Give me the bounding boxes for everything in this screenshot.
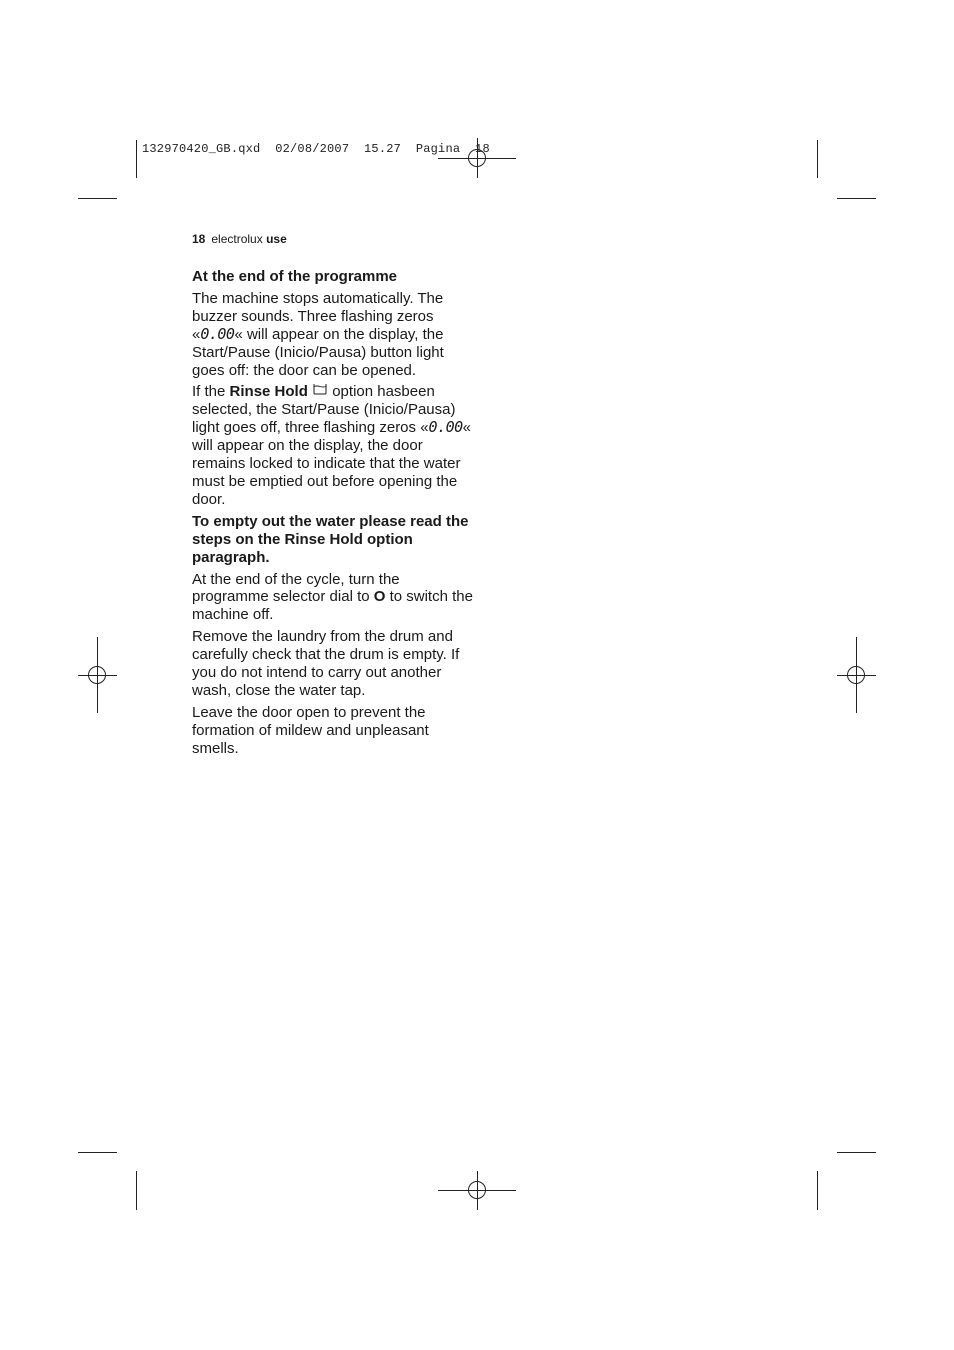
paragraph-end-of-programme (192, 290, 474, 380)
crop-mark-bottom-right-vertical (817, 1171, 818, 1210)
print-slug: 132970420_GB.qxd 02/08/2007 15.27 Pagina 18 (142, 142, 490, 156)
text-column (192, 268, 474, 762)
paragraph-remove-laundry: Remove the laundry from the drum and carefully check that the drum is empty. If you do not intend to carry out another wash, close the water tap. (192, 628, 460, 699)
crop-mark-bottom-left-vertical (136, 1171, 137, 1210)
text-fragment: to switch the machine off. (192, 588, 473, 624)
crop-mark-bottom-left-horizontal (78, 1152, 117, 1153)
paragraph-leave-door-open: Leave the door open to prevent the formation of mildew and unpleasant smells. (192, 703, 429, 757)
registration-circle-left (88, 666, 106, 684)
text-fragment: « will appear on the display, the door remains locked to indicate that the water must be emptied out before opening the door. (192, 419, 472, 508)
crop-mark-top-right-horizontal (837, 198, 876, 199)
section-heading: At the end of the programme (192, 268, 398, 285)
rinse-hold-icon (313, 383, 327, 395)
text-fragment: If the (192, 383, 230, 401)
text-fragment: At the end of the cycle, turn the programme selector dial to (192, 570, 400, 606)
option-name: Rinse Hold (229, 383, 308, 401)
running-header (192, 232, 287, 246)
page-number: 18 (192, 232, 206, 246)
section-name: use (266, 232, 287, 246)
registration-circle-right (847, 666, 865, 684)
display-zeros: 0.00 (200, 324, 235, 343)
crop-mark-top-left-vertical (136, 140, 137, 178)
crop-mark-top-right-vertical (817, 140, 818, 178)
registration-circle-bottom (468, 1181, 486, 1199)
crop-mark-top-left-horizontal (78, 198, 117, 199)
crop-mark-bottom-right-horizontal (837, 1152, 876, 1153)
text-fragment: The machine stops automatically. The buzzer sounds. Three flashing zeros « (192, 289, 444, 343)
dial-position: O (373, 588, 386, 606)
paragraph-empty-water-note: To empty out the water please read the steps on the Rinse Hold option paragraph. (192, 512, 469, 566)
text-fragment: « will appear on the display, the Start/Pause (Inicio/Pausa) button light goes off: the door can be opened. (192, 325, 444, 379)
paragraph-switch-off (192, 571, 474, 625)
display-zeros: 0.00 (428, 418, 463, 437)
brand-name: electrolux (211, 232, 263, 246)
text-fragment: option hasbeen selected, the Start/Pause (Inicio/Pausa) light goes off, three flashing zeros « (192, 383, 456, 437)
paragraph-rinse-hold (192, 383, 474, 508)
